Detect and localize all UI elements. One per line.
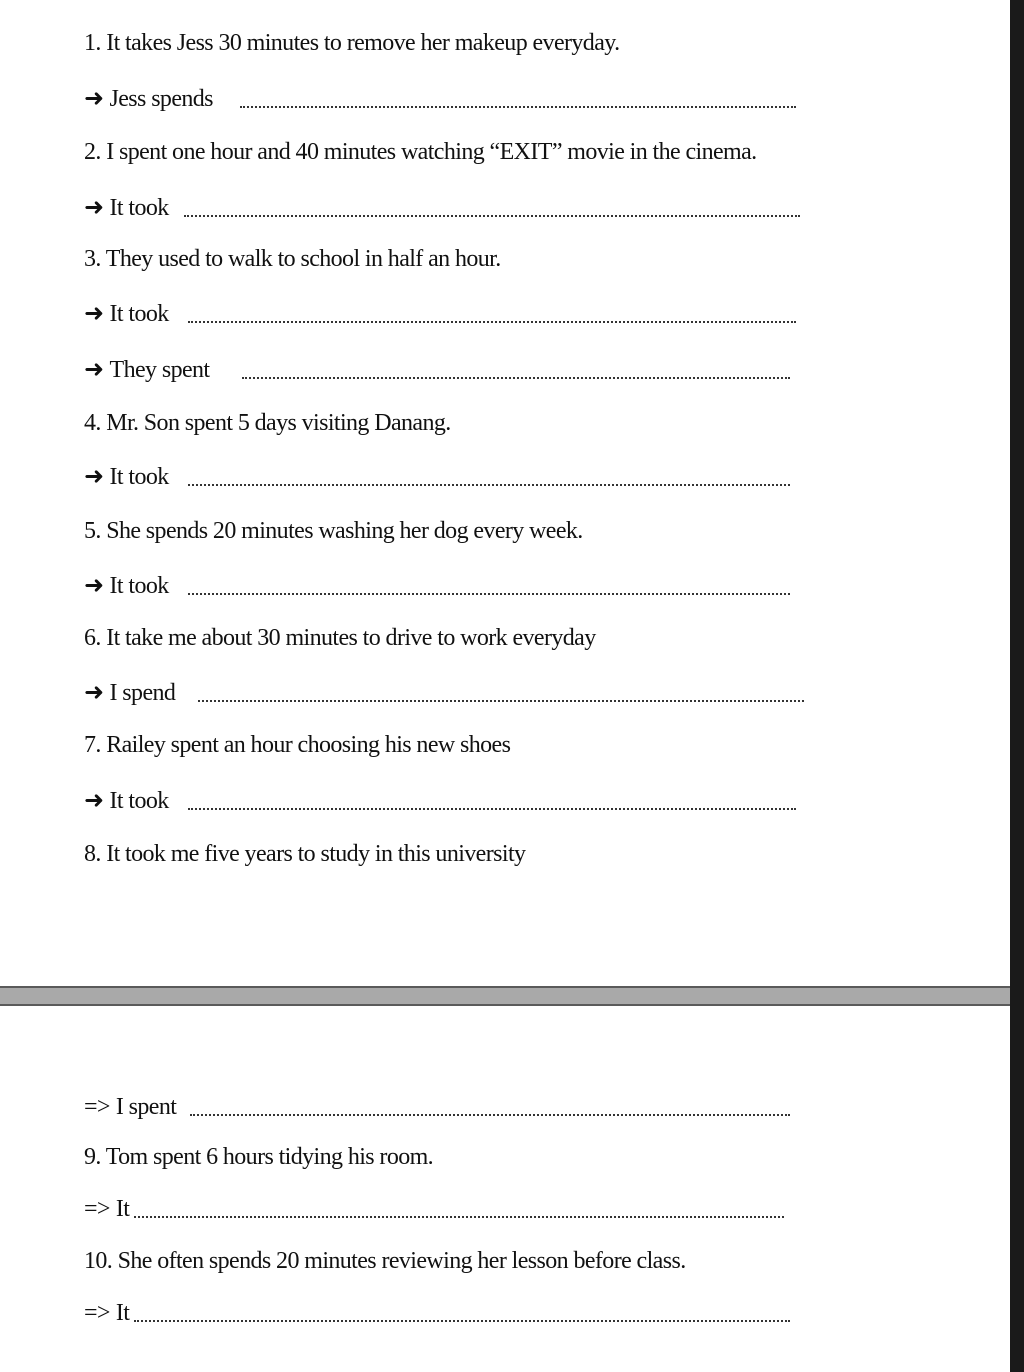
answer-line-4: [84, 462, 169, 492]
question-2: 2. I spent one hour and 40 minutes watching “EXIT” movie in the cinema.: [84, 139, 757, 165]
answer-prompt: It took: [109, 788, 169, 814]
question-8: 8. It took me five years to study in this university: [84, 841, 526, 867]
answer-line-10: [84, 1298, 129, 1328]
answer-blank[interactable]: [184, 215, 800, 217]
question-7: 7. Railey spent an hour choosing his new shoes: [84, 732, 511, 758]
answer-blank[interactable]: [188, 484, 790, 486]
question-3: 3. They used to walk to school in half an hour.: [84, 246, 501, 272]
answer-blank[interactable]: [134, 1320, 790, 1322]
answer-blank[interactable]: [188, 321, 796, 323]
arrow-icon: ➜: [84, 680, 104, 706]
answer-blank[interactable]: [134, 1216, 784, 1218]
page-break: [0, 986, 1010, 1006]
arrow-icon: ➜: [84, 788, 104, 814]
answer-line-8: [84, 1092, 176, 1122]
arrow-icon: ➜: [84, 195, 104, 221]
worksheet-page-2: [0, 1006, 1010, 1372]
answer-line-1: [84, 84, 213, 114]
answer-blank[interactable]: [190, 1114, 790, 1116]
answer-prompt: Jess spends: [109, 86, 213, 112]
question-9: 9. Tom spent 6 hours tidying his room.: [84, 1144, 434, 1170]
arrow-icon: ➜: [84, 464, 104, 490]
arrow-prefix: =>: [84, 1300, 110, 1326]
answer-blank[interactable]: [242, 377, 790, 379]
answer-prompt: I spend: [109, 680, 176, 706]
answer-prompt: I spent: [115, 1094, 177, 1120]
answer-line-2: [84, 193, 169, 223]
answer-prompt: It: [115, 1196, 130, 1222]
answer-line-7: [84, 786, 169, 816]
answer-prompt: It took: [109, 464, 169, 490]
question-6: 6. It take me about 30 minutes to drive to work everyday: [84, 625, 596, 651]
question-1: 1. It takes Jess 30 minutes to remove her makeup everyday.: [84, 30, 620, 56]
viewer-edge: [1010, 0, 1024, 1372]
arrow-icon: ➜: [84, 573, 104, 599]
question-4: 4. Mr. Son spent 5 days visiting Danang.: [84, 410, 451, 436]
answer-prompt: They spent: [109, 357, 210, 383]
answer-line-6: [84, 678, 175, 708]
answer-line-9: [84, 1194, 129, 1224]
answer-line-5: [84, 571, 169, 601]
answer-blank[interactable]: [188, 808, 796, 810]
answer-prompt: It took: [109, 301, 169, 327]
answer-prompt: It took: [109, 195, 169, 221]
arrow-prefix: =>: [84, 1196, 110, 1222]
question-10: 10. She often spends 20 minutes reviewing her lesson before class.: [84, 1248, 686, 1274]
answer-blank[interactable]: [198, 700, 804, 702]
answer-blank[interactable]: [240, 106, 796, 108]
arrow-icon: ➜: [84, 357, 104, 383]
answer-prompt: It took: [109, 573, 169, 599]
answer-prompt: It: [115, 1300, 130, 1326]
arrow-icon: ➜: [84, 301, 104, 327]
arrow-prefix: =>: [84, 1094, 110, 1120]
question-5: 5. She spends 20 minutes washing her dog every week.: [84, 518, 583, 544]
answer-line-3a: [84, 299, 169, 329]
arrow-icon: ➜: [84, 86, 104, 112]
answer-blank[interactable]: [188, 593, 790, 595]
answer-line-3b: [84, 355, 210, 385]
